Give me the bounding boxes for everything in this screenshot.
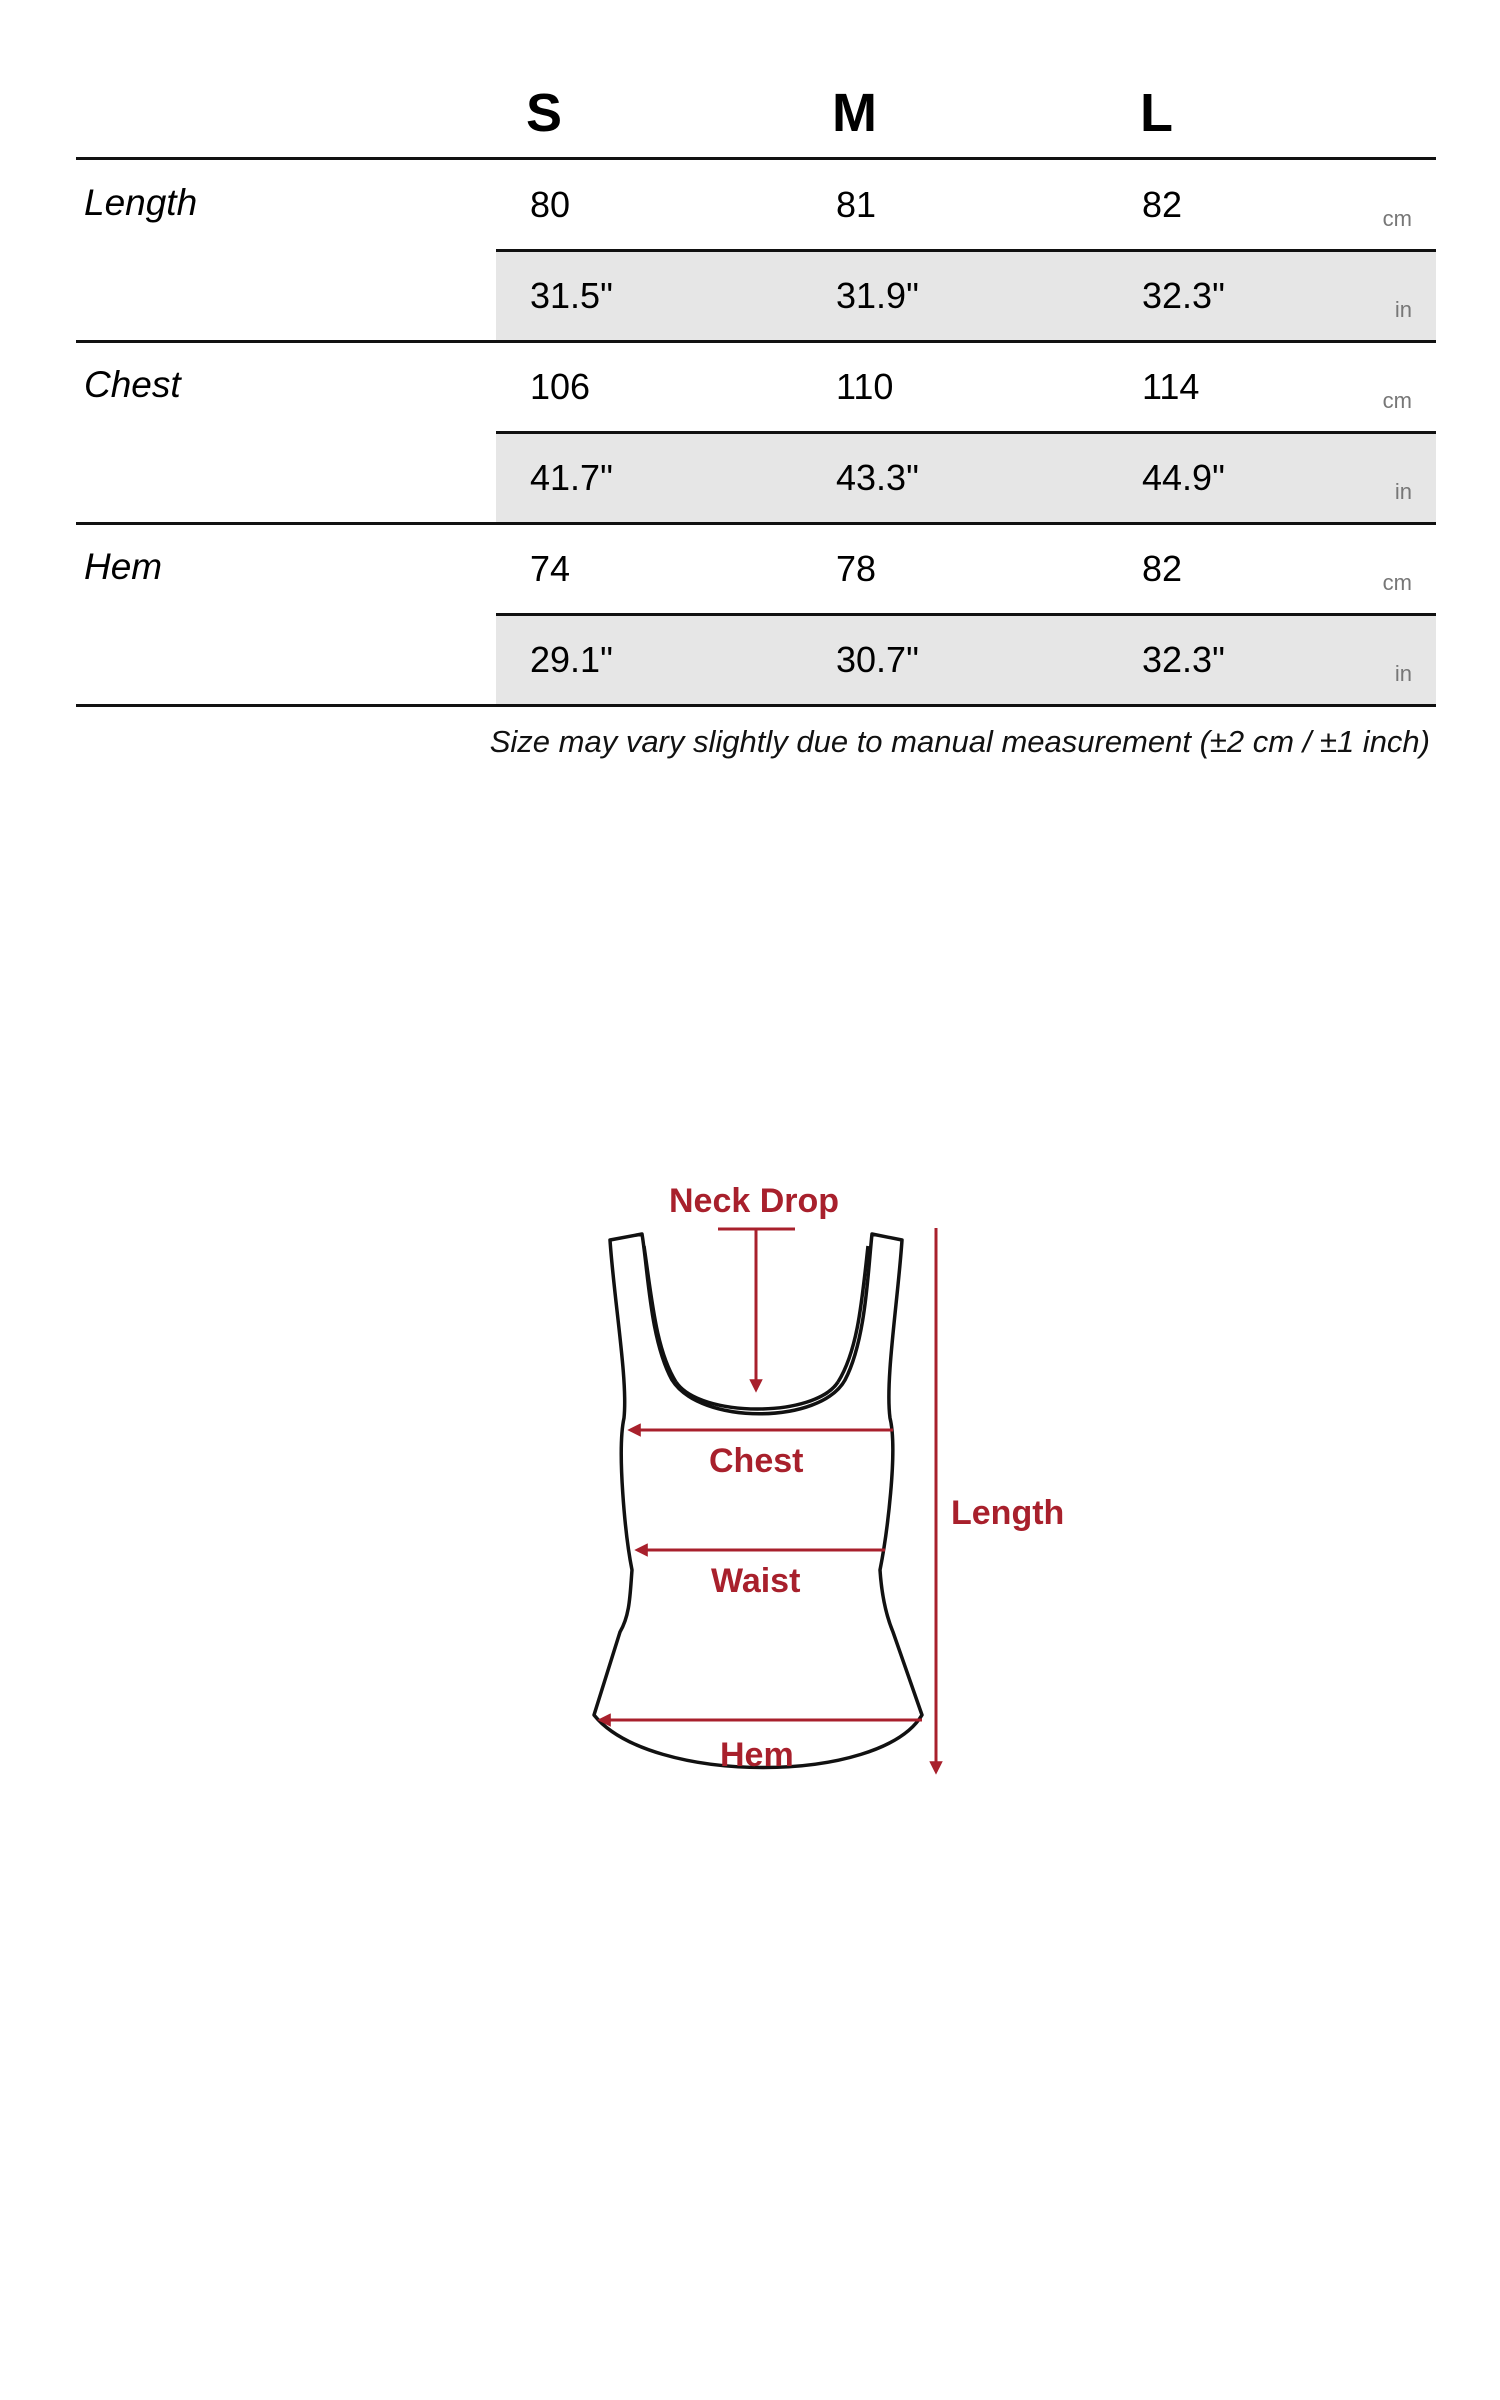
cell-value: 31.9" — [836, 275, 919, 316]
label-hem: Hem — [720, 1736, 794, 1774]
label-chest: Chest — [709, 1442, 804, 1480]
cell-value: 82 — [1142, 184, 1183, 225]
row-shade — [496, 252, 1436, 340]
row-shade — [496, 434, 1436, 522]
unit-cm: cm — [1382, 570, 1412, 595]
cell-value: 29.1" — [530, 639, 613, 680]
table-subrule — [496, 431, 1436, 434]
cell-value: 32.3" — [1142, 275, 1225, 316]
row-shade — [496, 616, 1436, 704]
unit-in: in — [1394, 661, 1412, 686]
cell-value: 74 — [530, 548, 571, 589]
cell-value: 110 — [836, 366, 894, 407]
unit-cm: cm — [1382, 388, 1412, 413]
table-rule — [76, 704, 1436, 707]
label-length: Length — [951, 1494, 1065, 1532]
unit-cm: cm — [1382, 206, 1412, 231]
size-header-s: S — [526, 83, 563, 143]
cell-value: 114 — [1142, 366, 1200, 407]
label-neck-drop: Neck Drop — [669, 1182, 840, 1220]
table-subrule — [496, 249, 1436, 252]
size-header-l: L — [1140, 83, 1173, 143]
cell-value: 31.5" — [530, 275, 613, 316]
measurement-note: Size may vary slightly due to manual measurement (±2 cm / ±1 inch) — [489, 724, 1430, 759]
size-chart — [0, 0, 1500, 800]
table-rule — [76, 157, 1436, 160]
row-label-length: Length — [84, 182, 198, 223]
cell-value: 106 — [530, 366, 591, 407]
cell-value: 41.7" — [530, 457, 613, 498]
garment-outline — [594, 1234, 922, 1768]
table-subrule — [496, 613, 1436, 616]
label-waist: Waist — [711, 1562, 801, 1600]
row-label-chest: Chest — [84, 364, 181, 405]
cell-value: 44.9" — [1142, 457, 1225, 498]
cell-value: 78 — [836, 548, 877, 589]
cell-value: 80 — [530, 184, 571, 225]
size-header-m: M — [832, 83, 877, 143]
cell-value: 82 — [1142, 548, 1183, 589]
table-rule — [76, 340, 1436, 343]
row-label-hem: Hem — [84, 546, 163, 587]
measurement-diagram — [0, 1150, 1500, 1800]
cell-value: 81 — [836, 184, 877, 225]
cell-value: 32.3" — [1142, 639, 1225, 680]
unit-in: in — [1394, 479, 1412, 504]
table-rule — [76, 522, 1436, 525]
cell-value: 30.7" — [836, 639, 919, 680]
unit-in: in — [1394, 297, 1412, 322]
cell-value: 43.3" — [836, 457, 919, 498]
size-header-row — [0, 82, 1500, 152]
